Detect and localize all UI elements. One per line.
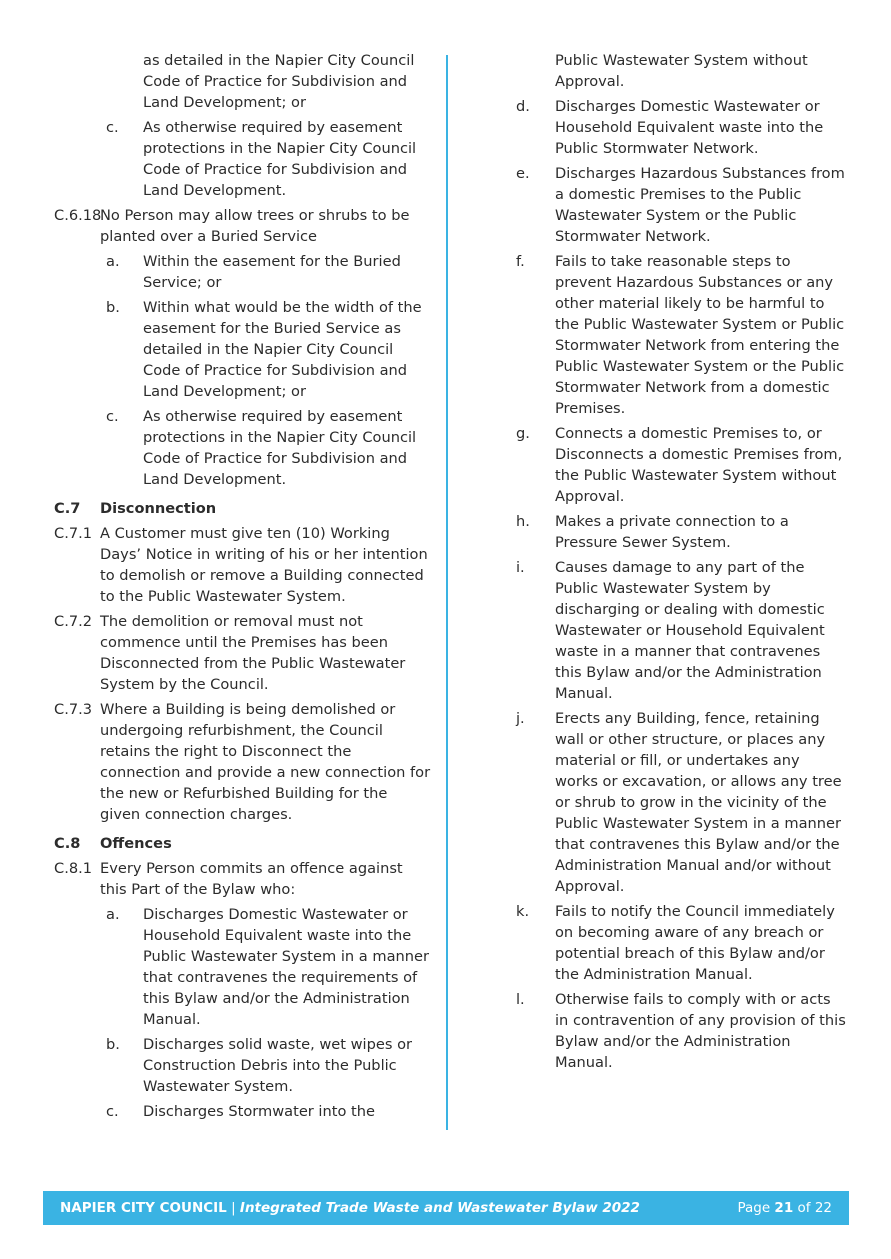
item-letter: f. (516, 253, 525, 270)
section-number: C.8 (54, 835, 81, 852)
continued-text: Public Wastewater System without Approval. (555, 52, 808, 90)
list-item (516, 557, 846, 704)
item-text: Discharges Domestic Wastewater or Household Equivalent waste into the Public Wastewater System in a manner that contravenes the requirements of this Bylaw and/or the Administration Manual. (143, 906, 430, 1028)
item-letter: b. (106, 1036, 120, 1053)
list-item (54, 406, 432, 490)
section-title: Offences (100, 835, 172, 852)
left-column (54, 50, 432, 1126)
clause-c6-18 (54, 205, 432, 247)
section-heading-offences (54, 833, 432, 854)
list-item (54, 1034, 432, 1097)
item-text: Otherwise fails to comply with or acts in contravention of any provision of this Bylaw and/or the Administration Manual. (555, 991, 846, 1071)
item-text: Connects a domestic Premises to, or Disconnects a domestic Premises from, the Public Wastewater System without Approval. (555, 425, 843, 505)
item-text: Fails to take reasonable steps to prevent Hazardous Substances or any other material likely to be harmful to the Public Wastewater System or Public Stormwater Network from entering the Public Wastewater System or the Public Stormwater Network from a domestic Premises. (555, 253, 845, 417)
clause-text: Where a Building is being demolished or undergoing refurbishment, the Council retains the right to Disconnect the connection and provide a new connection for the new or Refurbished Building for the given connection charges. (100, 701, 431, 823)
continued-text: as detailed in the Napier City Council Code of Practice for Subdivision and Land Development; or (143, 52, 415, 111)
clause-number: C.7.1 (54, 525, 93, 542)
list-item (516, 901, 846, 985)
item-text: Within what would be the width of the easement for the Buried Service as detailed in the Napier City Council Code of Practice for Subdivision and Land Development; or (143, 299, 422, 400)
list-item (54, 297, 432, 402)
item-text: Erects any Building, fence, retaining wall or other structure, or places any material or fill, or undertakes any works or excavation, or allows any tree or shrub to grow in the vicinity of the Public Wastewater System in a manner that contravenes this Bylaw and/or the Administration Manual and/or without Approval. (555, 710, 842, 895)
clause-text: A Customer must give ten (10) Working Days’ Notice in writing of his or her intention to demolish or remove a Building connected to the Public Wastewater System. (100, 525, 428, 605)
clause-number: C.7.3 (54, 701, 93, 718)
list-item (54, 117, 432, 201)
footer-org: NAPIER CITY COUNCIL (60, 1200, 227, 1216)
clause-c7-1 (54, 523, 432, 607)
page-prefix: Page (737, 1200, 775, 1216)
item-letter: l. (516, 991, 525, 1008)
item-letter: a. (106, 906, 120, 923)
clause-text: Every Person commits an offence against this Part of the Bylaw who: (100, 860, 403, 898)
item-letter: c. (106, 1103, 119, 1120)
item-letter: g. (516, 425, 530, 442)
item-text: Causes damage to any part of the Public Wastewater System by discharging or dealing with domestic Wastewater or Household Equivalent waste in a manner that contravenes this Bylaw and/or the Administration Manual. (555, 559, 825, 702)
item-text: Discharges Stormwater into the (143, 1103, 375, 1120)
page-number: 21 (774, 1200, 794, 1216)
item-text: Makes a private connection to a Pressure Sewer System. (555, 513, 789, 551)
item-letter: e. (516, 165, 530, 182)
list-item (516, 989, 846, 1073)
clause-text: The demolition or removal must not commence until the Premises has been Disconnected from the Public Wastewater System by the Council. (100, 613, 406, 693)
list-item (516, 96, 846, 159)
footer-title (60, 1200, 640, 1216)
list-item (516, 251, 846, 419)
clause-number: C.7.2 (54, 613, 93, 630)
list-item (516, 423, 846, 507)
item-text: Discharges Domestic Wastewater or Household Equivalent waste into the Public Stormwater Network. (555, 98, 824, 157)
item-letter: j. (516, 710, 525, 727)
list-item (54, 1101, 432, 1122)
clause-c7-3 (54, 699, 432, 825)
item-letter: b. (106, 299, 120, 316)
item-letter: c. (106, 408, 119, 425)
item-letter: a. (106, 253, 120, 270)
item-letter: h. (516, 513, 530, 530)
item-text: As otherwise required by easement protections in the Napier City Council Code of Practice for Subdivision and Land Development. (143, 408, 417, 488)
clause-text: No Person may allow trees or shrubs to be planted over a Buried Service (100, 207, 410, 245)
footer-doc-title: Integrated Trade Waste and Wastewater Bylaw 2022 (239, 1200, 640, 1216)
item-text: Within the easement for the Buried Service; or (143, 253, 401, 291)
section-title: Disconnection (100, 500, 217, 517)
section-number: C.7 (54, 500, 81, 517)
item-text: Discharges Hazardous Substances from a domestic Premises to the Public Wastewater System or the Public Stormwater Network. (555, 165, 845, 245)
list-item (516, 708, 846, 897)
item-text: Discharges solid waste, wet wipes or Construction Debris into the Public Wastewater System. (143, 1036, 413, 1095)
item-text: As otherwise required by easement protections in the Napier City Council Code of Practice for Subdivision and Land Development. (143, 119, 417, 199)
list-item (516, 163, 846, 247)
footer-page-number (737, 1200, 832, 1216)
item-letter: d. (516, 98, 530, 115)
page-suffix: of 22 (793, 1200, 832, 1216)
clause-number: C.8.1 (54, 860, 93, 877)
section-heading-disconnection (54, 498, 432, 519)
list-item (54, 251, 432, 293)
footer-separator: | (226, 1200, 240, 1216)
item-letter: c. (106, 119, 119, 136)
page-footer (43, 1191, 849, 1225)
clause-c7-2 (54, 611, 432, 695)
list-item (54, 904, 432, 1030)
column-divider (446, 55, 448, 1130)
item-letter: k. (516, 903, 530, 920)
clause-number: C.6.18 (54, 207, 102, 224)
item-text: Fails to notify the Council immediately on becoming aware of any breach or potential breach of this Bylaw and/or the Administration Manual. (555, 903, 835, 983)
item-letter: i. (516, 559, 525, 576)
clause-c8-1 (54, 858, 432, 900)
list-item (516, 511, 846, 553)
right-column (516, 50, 846, 1077)
